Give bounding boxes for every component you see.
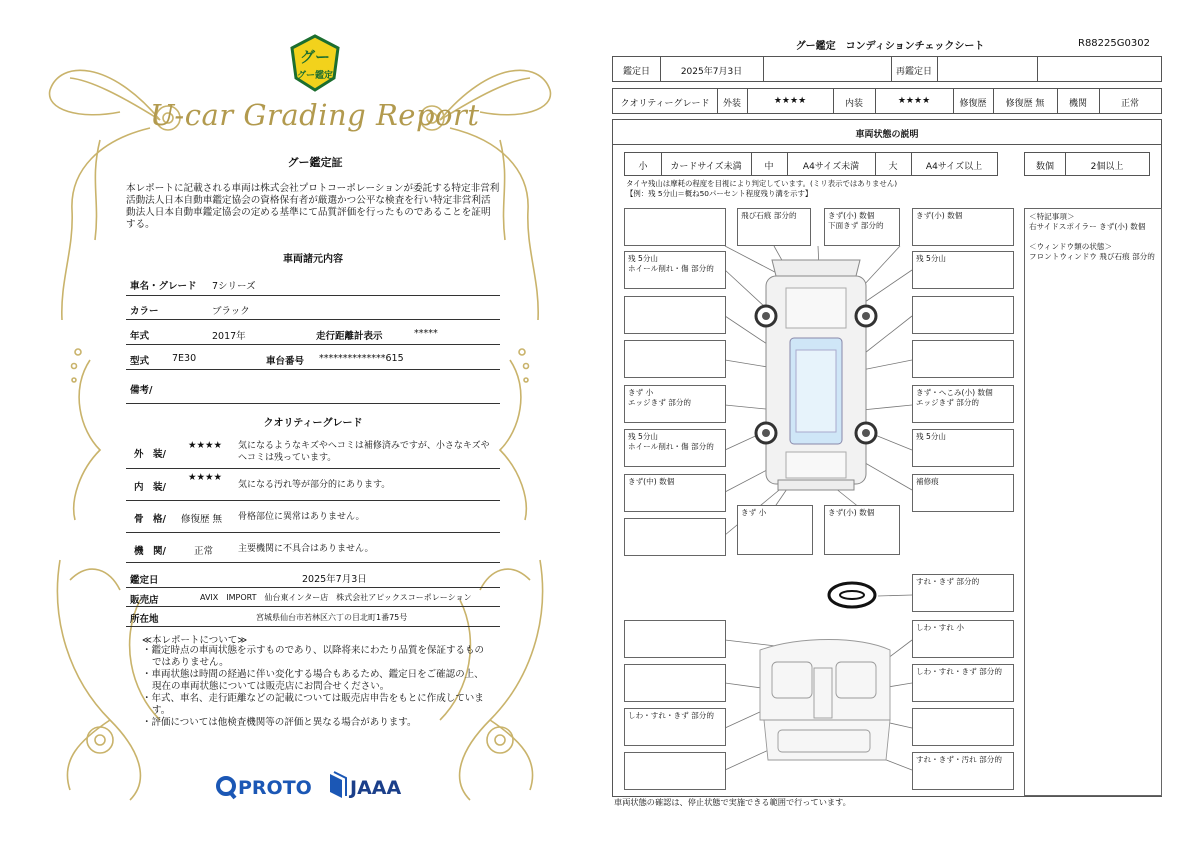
damage-box-front-top: きず(小) 数個 下面きず 部分的 [824,208,900,246]
brand-logos [216,768,406,800]
jaaa-text: JAAA [350,777,402,799]
spec-row-remarks [126,370,500,404]
engine-comment: 主要機関に不具合はありません。 [238,544,374,554]
mileage-label: 走行距離計表示 [316,331,383,342]
exterior-stars: ★★★★ [188,440,223,451]
repair-label: 修復歴 [959,99,987,109]
damage-box-tire-front-right: 残 5分山 [912,251,1014,289]
row-dealer [126,588,500,607]
damage-box-tire-rear-left: 残 5分山 ホイール削れ・傷 部分的 [624,429,726,467]
chassis-value: **************615 [319,353,404,364]
address-label: 所在地 [130,614,159,625]
damage-box-interior-left: しわ・すれ・きず 部分的 [624,708,726,746]
jaaa-logo [330,772,401,799]
color-value: ブラック [212,306,250,317]
proto-logo [218,777,312,799]
spec-row-name [126,270,500,296]
count-label: 数個 [1035,162,1054,172]
svg-text:グー: グー [299,48,331,66]
damage-box-interior-seat: しわ・すれ・きず 部分的 [912,664,1014,702]
damage-box-tire-rear-right: 残 5分山 [912,429,1014,467]
name-label: 車名・グレード [130,281,197,292]
interior-stars: ★★★★ [188,472,223,483]
damage-box [624,340,726,378]
special-note-item: 右サイドスポイラー きず(小) 数個 [1029,222,1146,231]
tire-note-line-2: 【例：残 5分山＝概ね50パーセント程度残り溝を示す】 [626,188,813,198]
damage-box [624,752,726,790]
footer-note: 車両状態の確認は、停止状態で実施できる範囲で行っています。 [614,797,851,807]
damage-box-rear-top: きず(小) 数個 [824,505,900,555]
spec-row-year [126,320,500,345]
damage-box-steering: すれ・きず 部分的 [912,574,1014,612]
window-status-title: ＜ウィンドウ類の状態＞ [1029,242,1113,251]
exterior-label: 外装 [722,99,741,109]
damage-box [912,296,1014,334]
car-top-view [766,260,866,490]
sheet-title: グー鑑定 コンディションチェックシート [795,41,985,52]
damage-box-interior-front: しわ・すれ 小 [912,620,1014,658]
quality-section-title: クオリティーグレード [263,418,363,429]
address-value: 宮城県仙台市若林区六丁の目北町1番75号 [256,613,408,622]
size-large-desc: A4サイズ以上 [925,162,983,172]
grading-date-value: 2025年7月3日 [302,574,367,585]
note-item: ・車両状態は時間の経過に伴い変化する場合もあるため、鑑定日をご確認の上、現在の車両状態については販売店にお問合せください。 [142,669,484,692]
damage-box-left-side: きず 小 エッジきず 部分的 [624,385,726,423]
damage-box-rear-left: きず(中) 数個 [624,474,726,512]
interior-comment: 気になる汚れ等が部分的にあります。 [238,480,391,490]
note-item: ・評価については他検査機関等の評価と異なる場合があります。 [142,717,417,728]
model-label: 型式 [130,356,150,367]
engine-label: 機 関/ [134,546,166,557]
spec-section-title: 車両諸元内容 [283,254,343,265]
damage-box [624,208,726,246]
engine-value: 正常 [1120,99,1139,109]
interior-seat-diagram [760,640,890,761]
date-label: 鑑定日 [622,67,650,77]
note-item: ・年式、車名、走行距離などの記載については販売店申告をもとに作成しています。 [142,693,484,716]
special-notes-panel [1024,208,1162,796]
damage-box [624,620,726,658]
interior-label: 内装 [844,99,863,109]
frame-comment: 骨格部位に異常はありません。 [238,512,365,522]
engine-value: 正常 [194,546,214,557]
engine-label: 機関 [1068,99,1087,109]
row-grading-date [126,563,500,588]
repair-value: 修復歴 無 [1005,99,1045,109]
damage-box-front-right: きず(小) 数個 [912,208,1014,246]
damage-box [624,664,726,702]
row-address [126,607,500,627]
steering-wheel-icon [829,583,875,607]
window-status-item: フロントウィンドウ 飛び石痕 部分的 [1029,252,1155,261]
proto-text: PROTO [238,777,312,799]
goo-kantei-logo [286,34,344,92]
logo-text: グー鑑定 [296,71,334,81]
remarks-label: 備考/ [130,385,153,396]
tire-note-line-1: タイヤ残山は摩耗の程度を目視により判定しています。(ミリ表示ではありません) [626,179,898,188]
count-desc: 2個以上 [1090,162,1124,172]
damage-box [912,340,1014,378]
damage-box-rear-right: 補修痕 [912,474,1014,512]
chassis-label: 車台番号 [266,356,305,367]
spec-row-model [126,345,500,370]
report-title: U-car Grading Report [150,98,480,132]
damage-box-rear-bumper: きず 小 [737,505,813,555]
note-item: ・鑑定時点の車両状態を示すものであり、以降将来にわたり品質を保証するものではありません。 [142,645,485,668]
damage-box-tire-front-left: 残 5分山 ホイール削れ・傷 部分的 [624,251,726,289]
recheck-label: 再鑑定日 [895,67,932,77]
notes-title: ≪本レポートについて≫ [142,635,248,646]
date-value: 2025年7月3日 [680,67,743,77]
spec-row-color [126,296,500,320]
intro-text: 本レポートに記載される車両は株式会社プロトコーポレーションが委託する特定非営利活動法人日本自動車鑑定協会の資格保有者が厳選かつ公平な検査を行い特定非営利活動法人日本自動車鑑定協会の定める基準にて品質評価を行ったものであることを証明する。 [126,183,500,230]
size-mid: 中 [764,162,774,172]
damage-box [624,296,726,334]
damage-box-right-side: きず・へこみ(小) 数個 エッジきず 部分的 [912,385,1014,423]
model-value: 7E30 [172,353,197,364]
grading-date-label: 鑑定日 [130,575,159,586]
year-label: 年式 [130,331,150,342]
interior-label: 内 装/ [134,482,166,493]
dealer-value: AVIX IMPORT 仙台東インター店 株式会社アピックスコーポレーション [200,593,472,602]
dealer-label: 販売店 [130,595,159,606]
exterior-label: 外 装/ [134,449,166,460]
name-value: 7シリーズ [212,281,256,292]
interior-value: ★★★★ [897,96,931,106]
certificate-title: グー鑑定証 [287,156,343,169]
quality-label: クオリティーグレード [620,99,710,109]
damage-box [624,518,726,556]
special-notes-title: ＜特記事項＞ [1029,212,1075,221]
exterior-comment: 気になるようなキズやヘコミは補修済みですが、小さなキズやヘコミは残っています。 [238,441,490,463]
size-large: 大 [888,162,898,172]
damage-box [912,708,1014,746]
sheet-code: R88225G0302 [1078,38,1150,49]
year-value: 2017年 [212,331,246,342]
condition-check-sheet [600,0,1200,848]
damage-box-interior-rear: すれ・きず・汚れ 部分的 [912,752,1014,790]
condition-title: 車両状態の説明 [855,130,919,140]
size-small-desc: カードサイズ未満 [670,162,742,172]
mileage-value: ***** [414,328,438,339]
damage-box-front-bumper: 飛び石痕 部分的 [737,208,811,246]
frame-label: 骨 格/ [134,514,166,525]
size-small: 小 [638,162,648,172]
exterior-value: ★★★★ [773,96,807,106]
color-label: カラー [130,306,159,317]
frame-value: 修復歴 無 [181,514,223,525]
size-mid-desc: A4サイズ未満 [802,162,860,172]
notes-list [142,645,492,729]
